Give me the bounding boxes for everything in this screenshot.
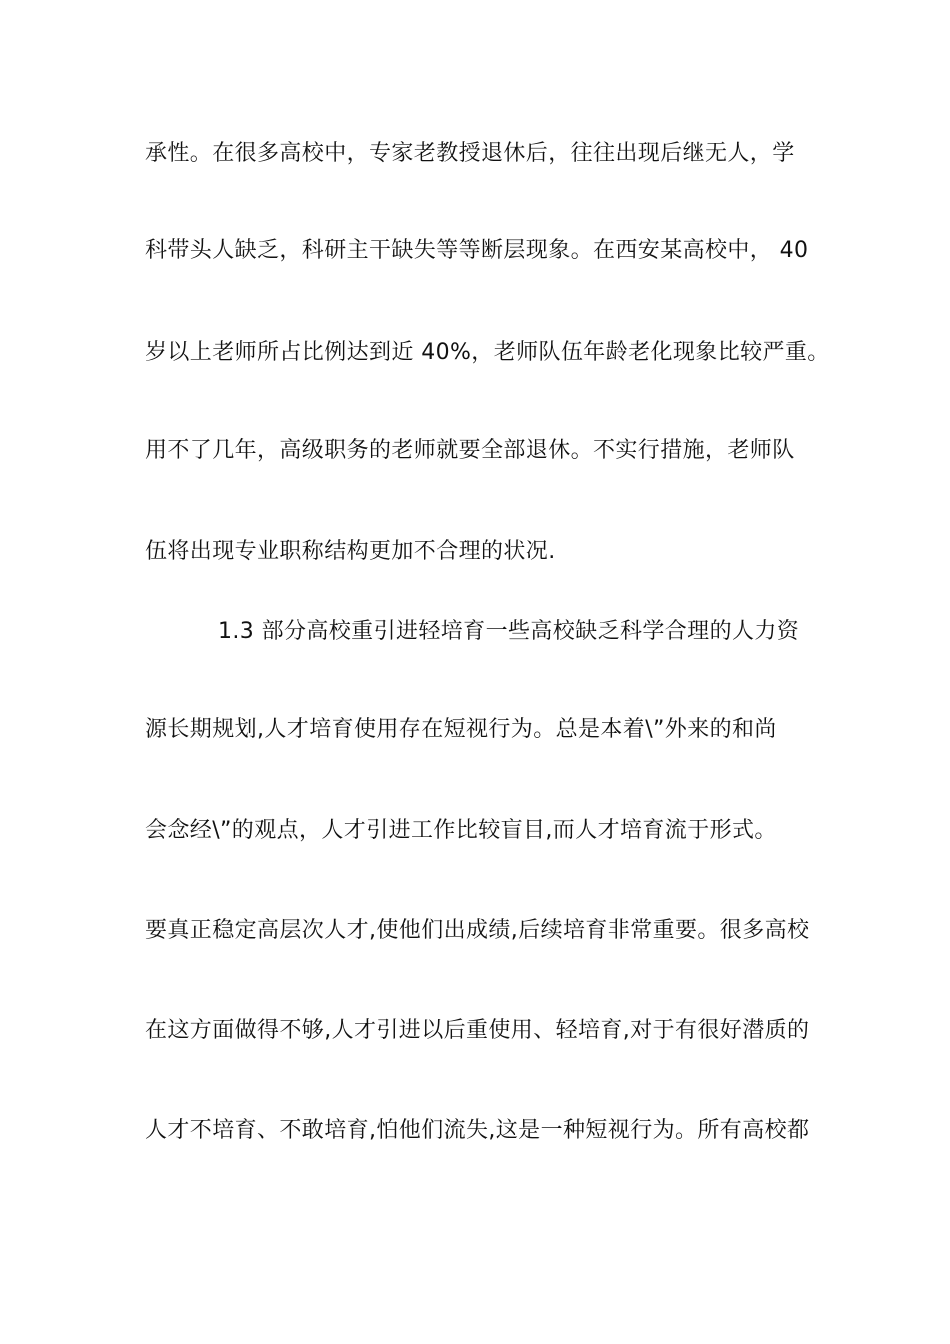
text-line-5: 伍将出现专业职称结构更加不合理的状况. bbox=[145, 539, 556, 564]
text-line-3: 岁以上老师所占比例达到近 40%，老师队伍年龄老化现象比较严重。 bbox=[145, 340, 830, 365]
text-line-4: 用不了几年，高级职务的老师就要全部退休。不实行措施，老师队 bbox=[145, 438, 795, 463]
text-line-2: 科带头人缺乏，科研主干缺失等等断层现象。在西安某高校中， 40 bbox=[145, 238, 809, 263]
text-line-9: 要真正稳定高层次人才,使他们出成绩,后续培育非常重要。很多高校 bbox=[145, 918, 810, 943]
text-line-10: 在这方面做得不够,人才引进以后重使用、轻培育,对于有很好潜质的 bbox=[145, 1018, 810, 1043]
text-line-8: 会念经\”的观点，人才引进工作比较盲目,而人才培育流于形式。 bbox=[145, 818, 777, 843]
text-line-7: 源长期规划,人才培育使用存在短视行为。总是本着\”外来的和尚 bbox=[145, 717, 777, 742]
text-line-1: 承性。在很多高校中，专家老教授退休后，往往出现后继无人，学 bbox=[145, 141, 795, 166]
section-heading-line: 1.3 部分高校重引进轻培育一些高校缺乏科学合理的人力资 bbox=[218, 619, 800, 644]
text-line-11: 人才不培育、不敢培育,怕他们流失,这是一种短视行为。所有高校都 bbox=[145, 1118, 810, 1143]
